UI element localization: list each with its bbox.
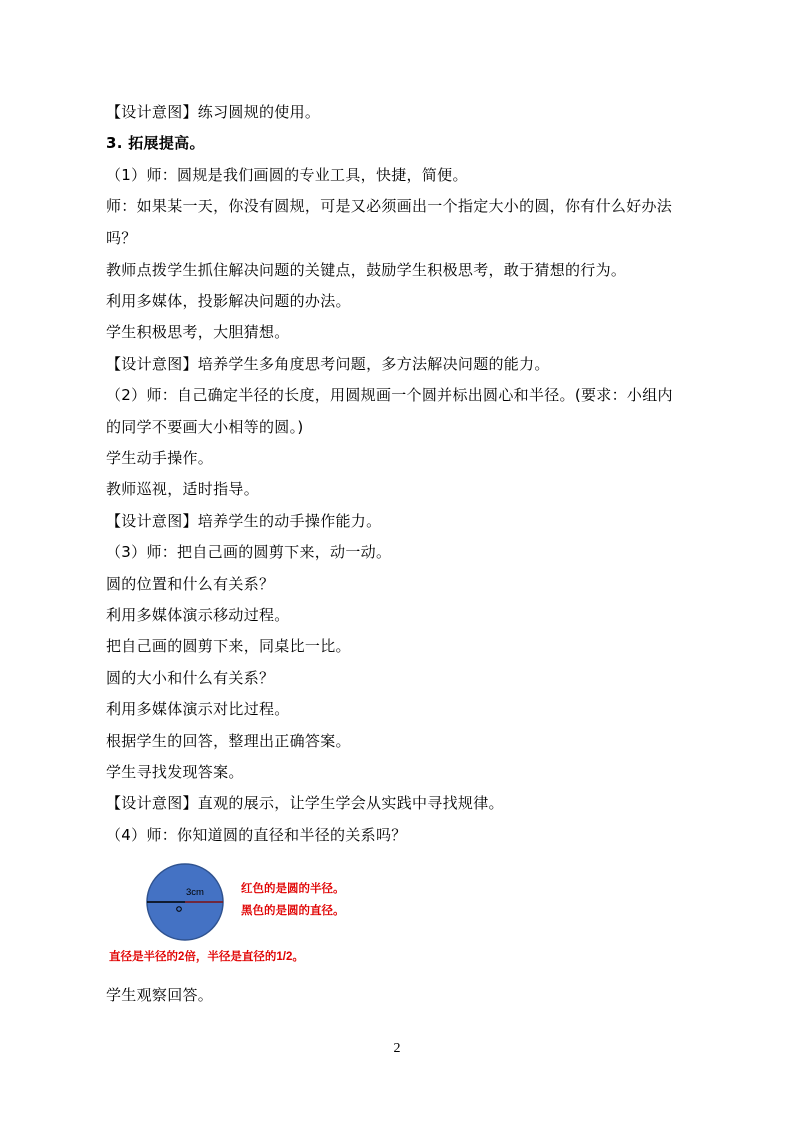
paragraph: 的同学不要画大小相等的圆。): [106, 418, 304, 436]
circle-diagram: [106, 858, 406, 968]
diameter-note: 黑色的是圆的直径。: [241, 905, 345, 917]
conclusion-note: 直径是半径的2倍，半径是直径的1/2。: [109, 951, 304, 963]
paragraph: 教师巡视，适时指导。: [106, 480, 260, 498]
paragraph: （1）师：圆规是我们画圆的专业工具，快捷，简便。: [106, 166, 468, 184]
paragraph: （3）师：把自己画的圆剪下来，动一动。: [106, 543, 392, 561]
paragraph: 【设计意图】培养学生多角度思考问题，多方法解决问题的能力。: [106, 355, 550, 373]
paragraph: （2）师：自己确定半径的长度，用圆规画一个圆并标出圆心和半径。(要求：小组内: [106, 386, 673, 404]
paragraph: 学生寻找发现答案。: [106, 763, 244, 781]
paragraph: 【设计意图】练习圆规的使用。: [106, 103, 321, 121]
paragraph: 利用多媒体演示移动过程。: [106, 606, 290, 624]
paragraph: 学生观察回答。: [106, 986, 214, 1004]
radius-label: 3cm: [186, 887, 204, 898]
paragraph: 吗？: [106, 229, 137, 247]
paragraph: 教师点拨学生抓住解决问题的关键点，鼓励学生积极思考，敢于猜想的行为。: [106, 261, 627, 279]
paragraph: 利用多媒体演示对比过程。: [106, 700, 290, 718]
section-heading: 3. 拓展提高。: [106, 134, 205, 152]
paragraph: 利用多媒体，投影解决问题的办法。: [106, 292, 351, 310]
page-number: 2: [393, 1041, 401, 1056]
paragraph: 圆的位置和什么有关系？: [106, 575, 275, 593]
paragraph: 学生动手操作。: [106, 449, 214, 467]
paragraph: 圆的大小和什么有关系？: [106, 669, 275, 687]
radius-note: 红色的是圆的半径。: [241, 883, 345, 895]
paragraph: 根据学生的回答，整理出正确答案。: [106, 732, 351, 750]
paragraph: （4）师：你知道圆的直径和半径的关系吗？: [106, 826, 407, 844]
paragraph: 学生积极思考，大胆猜想。: [106, 323, 290, 341]
paragraph: 把自己画的圆剪下来，同桌比一比。: [106, 637, 351, 655]
paragraph: 师：如果某一天，你没有圆规，可是又必须画出一个指定大小的圆，你有什么好办法: [106, 197, 673, 215]
paragraph: 【设计意图】直观的展示，让学生学会从实践中寻找规律。: [106, 794, 504, 812]
paragraph: 【设计意图】培养学生的动手操作能力。: [106, 512, 382, 530]
